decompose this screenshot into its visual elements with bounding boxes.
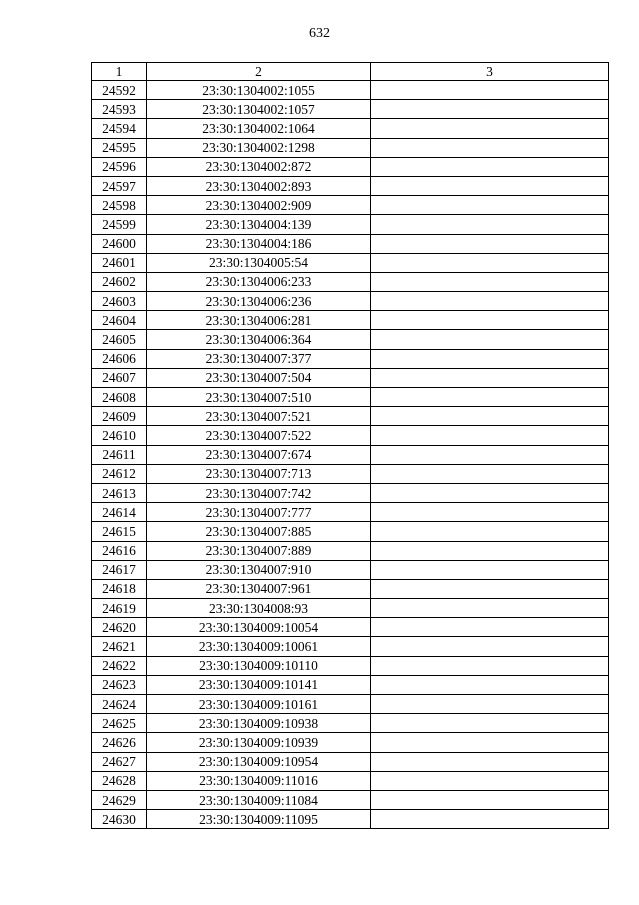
row-number-cell: 24627 <box>92 752 147 771</box>
note-cell <box>371 119 609 138</box>
row-number-cell: 24625 <box>92 714 147 733</box>
cadastral-number-cell: 23:30:1304007:742 <box>147 483 371 502</box>
table-row <box>92 138 609 157</box>
table-row <box>92 349 609 368</box>
table-row <box>92 771 609 790</box>
page-number: 632 <box>309 26 330 41</box>
note-cell <box>371 330 609 349</box>
note-cell <box>371 618 609 637</box>
table-row <box>92 675 609 694</box>
row-number-cell: 24604 <box>92 311 147 330</box>
row-number-cell: 24628 <box>92 771 147 790</box>
table-row <box>92 330 609 349</box>
note-cell <box>371 445 609 464</box>
note-cell <box>371 292 609 311</box>
table-row <box>92 234 609 253</box>
table-row <box>92 253 609 272</box>
row-number-cell: 24623 <box>92 675 147 694</box>
row-number-cell: 24612 <box>92 464 147 483</box>
table-row <box>92 810 609 829</box>
header-row <box>92 63 609 81</box>
cadastral-number-cell: 23:30:1304007:777 <box>147 503 371 522</box>
cadastral-number-cell: 23:30:1304009:10954 <box>147 752 371 771</box>
row-number-cell: 24607 <box>92 368 147 387</box>
table-row <box>92 599 609 618</box>
table-row <box>92 560 609 579</box>
table-row <box>92 100 609 119</box>
table-row <box>92 503 609 522</box>
note-cell <box>371 695 609 714</box>
table-row <box>92 445 609 464</box>
note-cell <box>371 407 609 426</box>
table-row <box>92 483 609 502</box>
note-cell <box>371 483 609 502</box>
note-cell <box>371 810 609 829</box>
cadastral-number-cell: 23:30:1304004:186 <box>147 234 371 253</box>
cadastral-number-cell: 23:30:1304007:889 <box>147 541 371 560</box>
cadastral-number-cell: 23:30:1304009:10061 <box>147 637 371 656</box>
row-number-cell: 24629 <box>92 790 147 809</box>
cadastral-number-cell: 23:30:1304009:10938 <box>147 714 371 733</box>
cadastral-number-cell: 23:30:1304002:1055 <box>147 81 371 100</box>
table-row <box>92 119 609 138</box>
note-cell <box>371 368 609 387</box>
cadastral-number-cell: 23:30:1304008:93 <box>147 599 371 618</box>
row-number-cell: 24615 <box>92 522 147 541</box>
note-cell <box>371 503 609 522</box>
row-number-cell: 24594 <box>92 119 147 138</box>
cadastral-number-cell: 23:30:1304009:10939 <box>147 733 371 752</box>
cadastral-number-cell: 23:30:1304002:893 <box>147 176 371 195</box>
row-number-cell: 24606 <box>92 349 147 368</box>
note-cell <box>371 388 609 407</box>
cadastral-number-cell: 23:30:1304009:10161 <box>147 695 371 714</box>
cadastral-number-cell: 23:30:1304006:236 <box>147 292 371 311</box>
cadastral-number-cell: 23:30:1304007:522 <box>147 426 371 445</box>
note-cell <box>371 311 609 330</box>
table-row <box>92 368 609 387</box>
row-number-cell: 24602 <box>92 272 147 291</box>
table-row <box>92 426 609 445</box>
table-row <box>92 618 609 637</box>
row-number-cell: 24622 <box>92 656 147 675</box>
cadastral-number-cell: 23:30:1304006:233 <box>147 272 371 291</box>
cadastral-number-cell: 23:30:1304006:281 <box>147 311 371 330</box>
row-number-cell: 24626 <box>92 733 147 752</box>
note-cell <box>371 215 609 234</box>
table-row <box>92 733 609 752</box>
row-number-cell: 24614 <box>92 503 147 522</box>
cadastral-number-cell: 23:30:1304002:1298 <box>147 138 371 157</box>
cadastral-number-cell: 23:30:1304009:11084 <box>147 790 371 809</box>
note-cell <box>371 579 609 598</box>
cadastral-number-cell: 23:30:1304002:1064 <box>147 119 371 138</box>
note-cell <box>371 560 609 579</box>
row-number-cell: 24597 <box>92 176 147 195</box>
note-cell <box>371 771 609 790</box>
table-row <box>92 407 609 426</box>
column-header-2: 2 <box>147 63 371 81</box>
row-number-cell: 24630 <box>92 810 147 829</box>
row-number-cell: 24599 <box>92 215 147 234</box>
table-row <box>92 81 609 100</box>
note-cell <box>371 272 609 291</box>
column-header-1: 1 <box>92 63 147 81</box>
cadastral-number-cell: 23:30:1304009:11095 <box>147 810 371 829</box>
row-number-cell: 24609 <box>92 407 147 426</box>
row-number-cell: 24616 <box>92 541 147 560</box>
note-cell <box>371 637 609 656</box>
row-number-cell: 24608 <box>92 388 147 407</box>
table-row <box>92 464 609 483</box>
cadastral-number-cell: 23:30:1304007:885 <box>147 522 371 541</box>
table-row <box>92 176 609 195</box>
note-cell <box>371 196 609 215</box>
note-cell <box>371 253 609 272</box>
cadastral-number-cell: 23:30:1304002:909 <box>147 196 371 215</box>
note-cell <box>371 752 609 771</box>
row-number-cell: 24620 <box>92 618 147 637</box>
cadastral-number-cell: 23:30:1304007:961 <box>147 579 371 598</box>
table-row <box>92 714 609 733</box>
row-number-cell: 24596 <box>92 157 147 176</box>
table-row <box>92 522 609 541</box>
row-number-cell: 24610 <box>92 426 147 445</box>
row-number-cell: 24617 <box>92 560 147 579</box>
row-number-cell: 24611 <box>92 445 147 464</box>
table-body <box>92 81 609 829</box>
row-number-cell: 24624 <box>92 695 147 714</box>
note-cell <box>371 100 609 119</box>
row-number-cell: 24595 <box>92 138 147 157</box>
cadastral-number-cell: 23:30:1304009:10141 <box>147 675 371 694</box>
table-row <box>92 292 609 311</box>
row-number-cell: 24605 <box>92 330 147 349</box>
note-cell <box>371 176 609 195</box>
table-row <box>92 215 609 234</box>
cadastral-number-cell: 23:30:1304007:521 <box>147 407 371 426</box>
cadastral-number-cell: 23:30:1304007:504 <box>147 368 371 387</box>
note-cell <box>371 81 609 100</box>
cadastral-number-cell: 23:30:1304009:10054 <box>147 618 371 637</box>
row-number-cell: 24603 <box>92 292 147 311</box>
note-cell <box>371 714 609 733</box>
cadastral-number-cell: 23:30:1304007:510 <box>147 388 371 407</box>
cadastral-number-cell: 23:30:1304002:872 <box>147 157 371 176</box>
table-row <box>92 311 609 330</box>
cadastral-number-cell: 23:30:1304006:364 <box>147 330 371 349</box>
cadastral-number-cell: 23:30:1304004:139 <box>147 215 371 234</box>
cadastral-number-cell: 23:30:1304002:1057 <box>147 100 371 119</box>
note-cell <box>371 426 609 445</box>
table-row <box>92 637 609 656</box>
table-row <box>92 656 609 675</box>
row-number-cell: 24592 <box>92 81 147 100</box>
cadastral-number-cell: 23:30:1304007:713 <box>147 464 371 483</box>
table-row <box>92 579 609 598</box>
row-number-cell: 24621 <box>92 637 147 656</box>
note-cell <box>371 157 609 176</box>
note-cell <box>371 733 609 752</box>
table-row <box>92 695 609 714</box>
note-cell <box>371 656 609 675</box>
table-row <box>92 790 609 809</box>
table-header <box>92 63 609 81</box>
cadastral-number-cell: 23:30:1304007:377 <box>147 349 371 368</box>
note-cell <box>371 541 609 560</box>
row-number-cell: 24600 <box>92 234 147 253</box>
note-cell <box>371 522 609 541</box>
row-number-cell: 24618 <box>92 579 147 598</box>
registry-table <box>91 62 609 829</box>
note-cell <box>371 234 609 253</box>
cadastral-number-cell: 23:30:1304007:910 <box>147 560 371 579</box>
note-cell <box>371 349 609 368</box>
table-row <box>92 388 609 407</box>
row-number-cell: 24598 <box>92 196 147 215</box>
note-cell <box>371 464 609 483</box>
cadastral-number-cell: 23:30:1304005:54 <box>147 253 371 272</box>
row-number-cell: 24619 <box>92 599 147 618</box>
note-cell <box>371 599 609 618</box>
row-number-cell: 24593 <box>92 100 147 119</box>
table-row <box>92 196 609 215</box>
table-row <box>92 541 609 560</box>
cadastral-number-cell: 23:30:1304009:10110 <box>147 656 371 675</box>
cadastral-number-cell: 23:30:1304009:11016 <box>147 771 371 790</box>
row-number-cell: 24613 <box>92 483 147 502</box>
table-row <box>92 272 609 291</box>
note-cell <box>371 790 609 809</box>
column-header-3: 3 <box>371 63 609 81</box>
row-number-cell: 24601 <box>92 253 147 272</box>
cadastral-number-cell: 23:30:1304007:674 <box>147 445 371 464</box>
note-cell <box>371 138 609 157</box>
table-row <box>92 157 609 176</box>
table-row <box>92 752 609 771</box>
note-cell <box>371 675 609 694</box>
